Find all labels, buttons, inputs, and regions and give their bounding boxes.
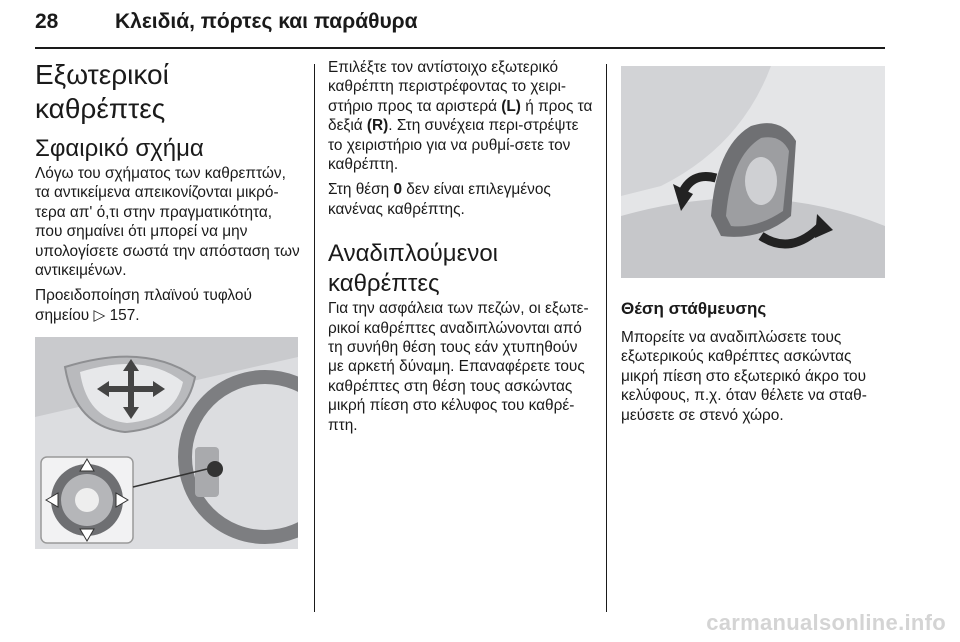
- blind-spot-ref-paragraph: [35, 286, 300, 325]
- column-left: [35, 58, 300, 371]
- folding-paragraph: Για την ασφάλεια των πεζών, οι εξωτε-ρικοί καθρέπτες αναδιπλώνονται από τη συνήθη θέση τους εάν χτυπηθούν με αρκετή δύναμη. Επαναφέρετε τους καθρέπτες στη θέση τους ασκώντας μικρή πίεση στο κέλυφος του καθρέ-πτη.: [328, 300, 589, 434]
- column-divider-2: [606, 64, 607, 612]
- page-ref-arrow-icon: ▷: [93, 306, 106, 324]
- spherical-paragraph: Λόγω του σχήματος των καθρεπτών, τα αντικείμενα απεικονίζονται μικρό-τερα απ' ό,τι στην πραγματικότητα, που σημαίνει ότι μπορεί να μην υπολογίσετε σωστά την απόσταση των αντικειμένων.: [35, 165, 300, 280]
- folding-mirrors-title: Αναδιπλούμενοι καθρέπτες: [328, 240, 499, 298]
- right-key-label: (R): [366, 117, 389, 135]
- mirror-control-drawing: [35, 337, 298, 549]
- mirror-control-illustration: [35, 337, 298, 549]
- zero-position-paragraph: [328, 180, 593, 219]
- mirror-fold-drawing: [621, 66, 885, 278]
- zero-key-label: 0: [393, 181, 403, 199]
- left-key-label: (L): [501, 97, 521, 115]
- zero-text-a: Στη θέση: [328, 181, 390, 199]
- zero-text-b: δεν είναι επιλεγμένος κανένας καθρέπτης.: [328, 181, 551, 218]
- selection-paragraph: [328, 58, 593, 174]
- chapter-title: Κλειδιά, πόρτες και παράθυρα: [115, 10, 418, 33]
- blind-spot-ref-page[interactable]: 157.: [109, 306, 140, 324]
- selection-text-b: ή προς τα δεξιά: [328, 97, 593, 135]
- parking-position-title: Θέση στάθμευσης: [621, 299, 767, 318]
- selection-text-a: Επιλέξτε τον αντίστοιχο εξωτερικό καθρέπτη περιστρέφοντας το χειρι-στήριο προς τα αριστερά: [328, 59, 567, 115]
- selection-text-c: . Στη συνέχεια περι-στρέψτε το χειριστήριο για να ρυθμί-σετε τον καθρέπτη.: [328, 117, 579, 174]
- column-middle: [328, 58, 593, 435]
- section-title: Εξωτερικοί καθρέπτες: [35, 59, 169, 124]
- page-header: [35, 7, 885, 49]
- parking-paragraph: Μπορείτε να αναδιπλώσετε τους εξωτερικούς καθρέπτες ασκώντας μικρή πίεση στο εξωτερικό άκρο του κελύφους, π.χ. όταν θέλετε να σταθ-μεύσετε σε στενό χώρο.: [621, 329, 867, 424]
- column-divider-1: [314, 64, 315, 612]
- blind-spot-ref-text: Προειδοποίηση πλαϊνού τυφλού σημείου: [35, 287, 252, 324]
- page-number: 28: [35, 10, 59, 33]
- subsection-title-spherical: Σφαιρικό σχήμα: [35, 135, 204, 162]
- column-right: [621, 298, 886, 425]
- mirror-fold-illustration: [621, 66, 885, 278]
- watermark-text: carmanualsonline.info: [706, 610, 946, 635]
